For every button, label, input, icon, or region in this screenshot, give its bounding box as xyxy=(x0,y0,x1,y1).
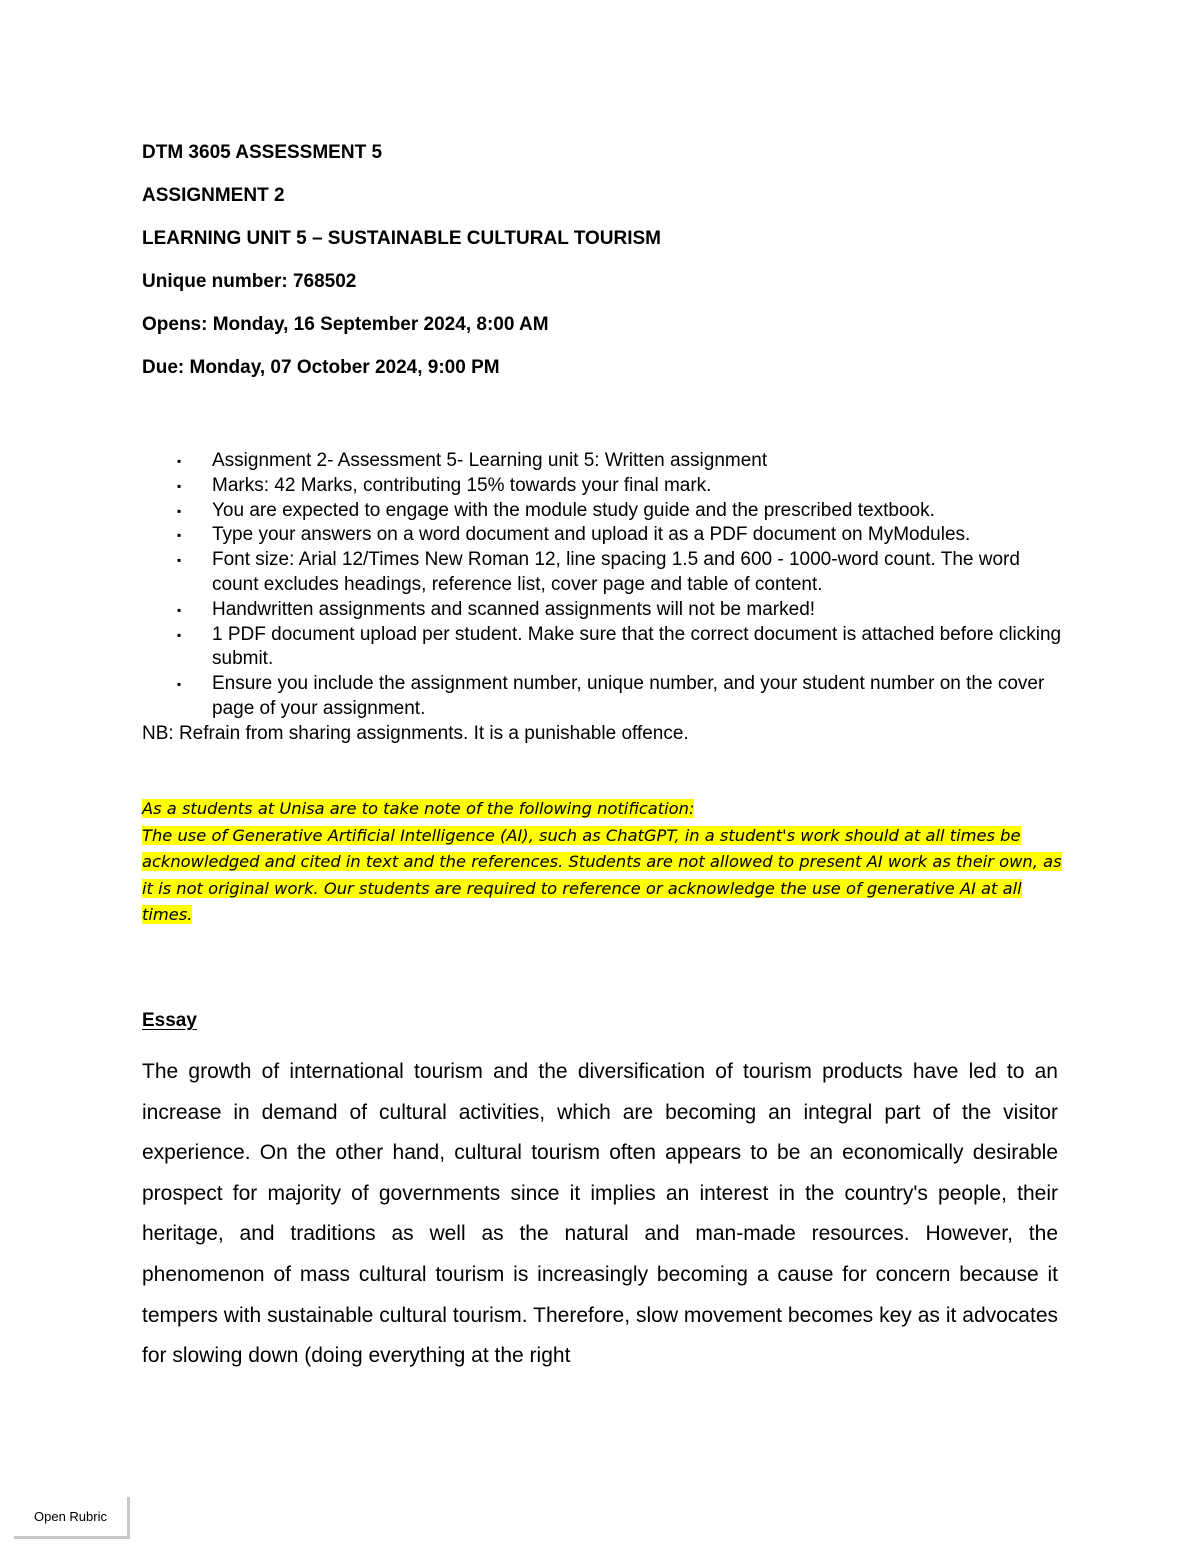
list-item xyxy=(142,623,1062,673)
list-item-text: 1 PDF document upload per student. Make sure that the correct document is attached before clicking submit. xyxy=(212,623,1062,670)
due-date: Due: Monday, 07 October 2024, 9:00 PM xyxy=(142,357,500,378)
essay-heading: Essay xyxy=(142,1010,197,1031)
list-item-text: You are expected to engage with the module study guide and the prescribed textbook. xyxy=(212,499,935,521)
bullet-icon: ▪ xyxy=(177,503,182,518)
list-item xyxy=(142,474,1062,499)
bullet-icon: ▪ xyxy=(177,528,182,543)
list-item xyxy=(142,672,1062,722)
learning-unit-title: LEARNING UNIT 5 – SUSTAINABLE CULTURAL TOURISM xyxy=(142,228,661,249)
list-item xyxy=(142,499,1062,524)
bullet-icon: ▪ xyxy=(177,627,182,642)
bullet-icon: ▪ xyxy=(177,677,182,692)
open-rubric-button[interactable]: Open Rubric xyxy=(14,1497,130,1539)
list-item-text: Ensure you include the assignment number, unique number, and your student number on the cover page of your assignment. xyxy=(212,673,1045,719)
ai-notification xyxy=(142,796,1062,929)
ai-notice-intro: As a students at Unisa are to take note of the following notification: xyxy=(142,799,695,818)
opens-date: Opens: Monday, 16 September 2024, 8:00 AM xyxy=(142,314,549,335)
bullet-icon: ▪ xyxy=(177,553,182,568)
module-title: DTM 3605 ASSESSMENT 5 xyxy=(142,142,383,163)
bullet-icon: ▪ xyxy=(177,454,182,468)
bullet-icon: ▪ xyxy=(177,478,182,493)
list-item-text: Assignment 2- Assessment 5- Learning unit 5: Written assignment xyxy=(212,450,768,471)
list-item-text: Handwritten assignments and scanned assignments will not be marked! xyxy=(212,598,816,620)
unique-number: Unique number: 768502 xyxy=(142,271,357,292)
essay-body: The growth of international tourism and the diversification of tourism products have led to an increase in demand of cultural activities, which are becoming an integral part of the visitor experience. On the other hand, cultural tourism often appears to be an economically desirable prospect for majority of governments since it implies an interest in the country's people, their heritage, and traditions as well as the natural and man-made resources. However, the phenomenon of mass cultural tourism is increasingly becoming a cause for concern because it tempers with sustainable cultural tourism. Therefore, slow movement becomes key as it advocates for slowing down (doing everything at the right xyxy=(142,1060,1058,1368)
instructions-list xyxy=(142,449,1062,747)
list-item xyxy=(142,598,1062,623)
nb-note: NB: Refrain from sharing assignments. It is a punishable offence. xyxy=(142,722,689,744)
list-item xyxy=(142,548,1062,598)
list-item-text: Font size: Arial 12/Times New Roman 12, line spacing 1.5 and 600 - 1000-word count. The word count excludes headings, reference list, cover page and table of content. xyxy=(212,549,1020,595)
list-item-text: Type your answers on a word document and upload it as a PDF document on MyModules. xyxy=(212,524,971,546)
ai-notice-body: The use of Generative Artificial Intelligence (AI), such as ChatGPT, in a student's work should at all times be acknowledged and cited in text and the references. Students are not allowed to present AI work as their own, as it is not original work. Our students are required to reference or acknowledge the use of generative AI at all times. xyxy=(142,825,1062,924)
list-item xyxy=(142,523,1062,548)
assignment-header xyxy=(142,140,1082,398)
bullet-icon: ▪ xyxy=(177,602,182,617)
list-item xyxy=(142,449,1062,474)
list-item-text: Marks: 42 Marks, contributing 15% towards your final mark. xyxy=(212,474,712,496)
assignment-number: ASSIGNMENT 2 xyxy=(142,185,285,206)
